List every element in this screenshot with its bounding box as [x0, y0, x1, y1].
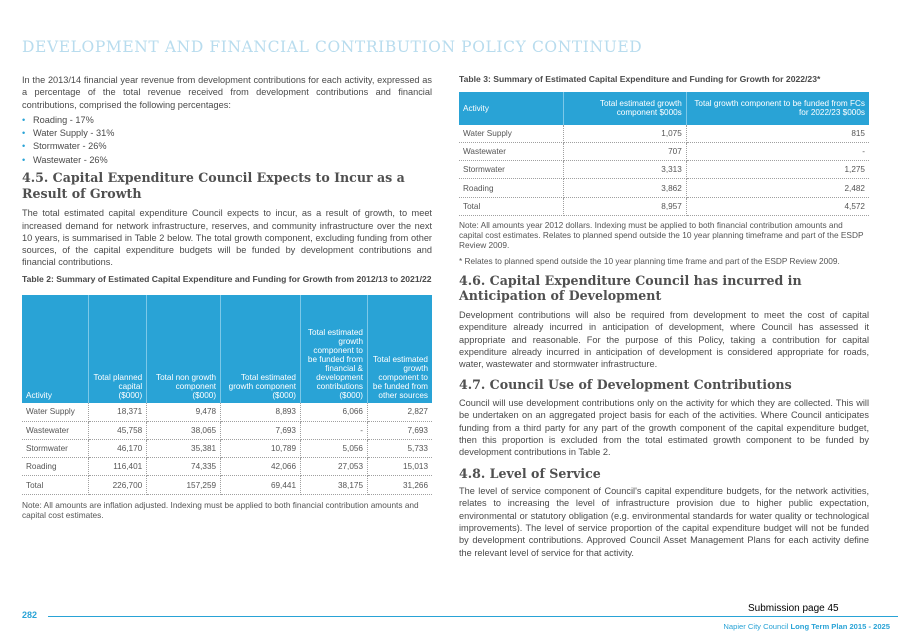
right-column	[459, 74, 869, 559]
table-row: Water Supply 18,371 9,478 8,893 6,066 2,827	[22, 403, 432, 421]
page-number: 282	[22, 610, 38, 620]
footer-brand: Napier City Council Long Term Plan 2015 - 2025	[723, 622, 890, 631]
table3-note: Note: All amounts year 2012 dollars. Indexing must be applied to both financial contribution amounts and capital cost estimates. Relates to planned spend outside the 10 year planning timeframe and part of the ESDP Review 2009.	[459, 219, 864, 251]
table-header: Total estimated growth component to be funded from financial & development contributions ($000)	[301, 295, 368, 403]
table-header: Activity	[22, 295, 89, 403]
table2-note: Note: All amounts are inflation adjusted. Indexing must be applied to both financial contribution amounts and capital cost estimates.	[22, 499, 419, 520]
list-item: • Wastewater - 26%	[22, 154, 432, 167]
table-row: Stormwater 46,170 35,381 10,789 5,056 5,733	[22, 439, 432, 457]
list-item: • Stormwater - 26%	[22, 140, 432, 153]
intro-paragraph: In the 2013/14 financial year revenue from development contributions for each activity, expressed as a percentage of the total revenue received from development contributions and financial contributions, comprised the following percentages:	[22, 75, 432, 110]
section-heading-4-7: 4.7. Council Use of Development Contributions	[459, 377, 792, 393]
table-header: Total estimated growth component ($000)	[221, 295, 301, 403]
table2-caption: Table 2: Summary of Estimated Capital Expenditure and Funding for Growth from 2012/13 to 2021/22	[22, 273, 432, 284]
table-row: Stormwater 3,313 1,275	[459, 161, 869, 179]
section-heading-4-8: 4.8. Level of Service	[459, 465, 601, 481]
left-column	[22, 74, 432, 520]
submission-page-label: Submission page 45	[748, 603, 839, 614]
bullet-icon: •	[22, 114, 26, 125]
footer-divider	[48, 616, 898, 617]
table-row: Wastewater 707 -	[459, 142, 869, 160]
table3	[459, 92, 869, 216]
table3-footnote: * Relates to planned spend outside the 10 year planning time frame and part of the ESDP Review 2009.	[459, 255, 840, 266]
section-paragraph-4-5: The total estimated capital expenditure Council expects to incur, as a result of growth, to meet increased demand for network infrastructure, reserves, and community infrastructure over the next 10 years, is summarised in Table 2 below. The total growth component, excluding funding from other sources, of the capital expenditure budgets will be funded by development contributions and financial contributions.	[22, 208, 432, 268]
table-row: Total 226,700 157,259 69,441 38,175 31,266	[22, 476, 432, 494]
table-header: Total growth component to be funded from FCs for 2022/23 $000s	[686, 92, 869, 125]
list-item: • Roading - 17%	[22, 114, 432, 127]
page-title: DEVELOPMENT AND FINANCIAL CONTRIBUTION POLICY CONTINUED	[22, 38, 643, 56]
section-heading-4-5: 4.5. Capital Expenditure Council Expects to Incur as a Result of Growth	[22, 170, 405, 201]
table-header: Total estimated growth component $000s	[564, 92, 687, 125]
table3-caption: Table 3: Summary of Estimated Capital Expenditure and Funding for Growth for 2022/23*	[459, 74, 821, 84]
bullet-icon: •	[22, 154, 26, 165]
table2	[22, 295, 432, 494]
percentage-list	[22, 114, 432, 167]
table-row: Roading 116,401 74,335 42,066 27,053 15,013	[22, 458, 432, 476]
section-heading-4-6: 4.6. Capital Expenditure Council has incurred in Anticipation of Development	[459, 272, 802, 304]
bullet-icon: •	[22, 128, 26, 139]
section-paragraph-4-6: Development contributions will also be required from development to meet the cost of capital expenditure already incurred in anticipation of development, where Council has assessed it appropriate and reasonable. For the purpose of this Policy, taking a contribution for capital expenditure already incurred in anticipation of development is considered appropriate for roads, water, wastewater and stormwater infrastructure.	[459, 309, 869, 370]
table-row: Wastewater 45,758 38,065 7,693 - 7,693	[22, 421, 432, 439]
list-item: • Water Supply - 31%	[22, 127, 432, 140]
section-paragraph-4-7: Council will use development contributions only on the activity for which they are collected. This will be undertaken on an aggregated project basis for each of the activities. Where Council anticipates funding from a third party for any part of the growth component of the capital expenditure budget, then this proportion is excluded from the total estimated growth component to be funded by development contributions in Table 2.	[459, 398, 869, 458]
bullet-icon: •	[22, 141, 26, 152]
table-header: Total non growth component ($000)	[147, 295, 221, 403]
table-row: Water Supply 1,075 815	[459, 125, 869, 143]
table-header: Activity	[459, 92, 564, 125]
table-row: Roading 3,862 2,482	[459, 179, 869, 197]
section-paragraph-4-8: The level of service component of Council's capital expenditure budgets, for the network activities, relates to increasing the level of infrastructure provision due to higher public expectation, environmental or statutory obligation (e.g. environmental standards for water quality or technological improvements). The level of service proportion of the capital expenditure budget will not be funded by development contributions. Approved Council Asset Management Plans for each activity define the relevant level of service for that activity.	[459, 486, 869, 558]
table-header: Total planned capital ($000)	[89, 295, 147, 403]
table-row: Total 8,957 4,572	[459, 197, 869, 215]
table-header: Total estimated growth component to be funded from other sources	[368, 295, 433, 403]
